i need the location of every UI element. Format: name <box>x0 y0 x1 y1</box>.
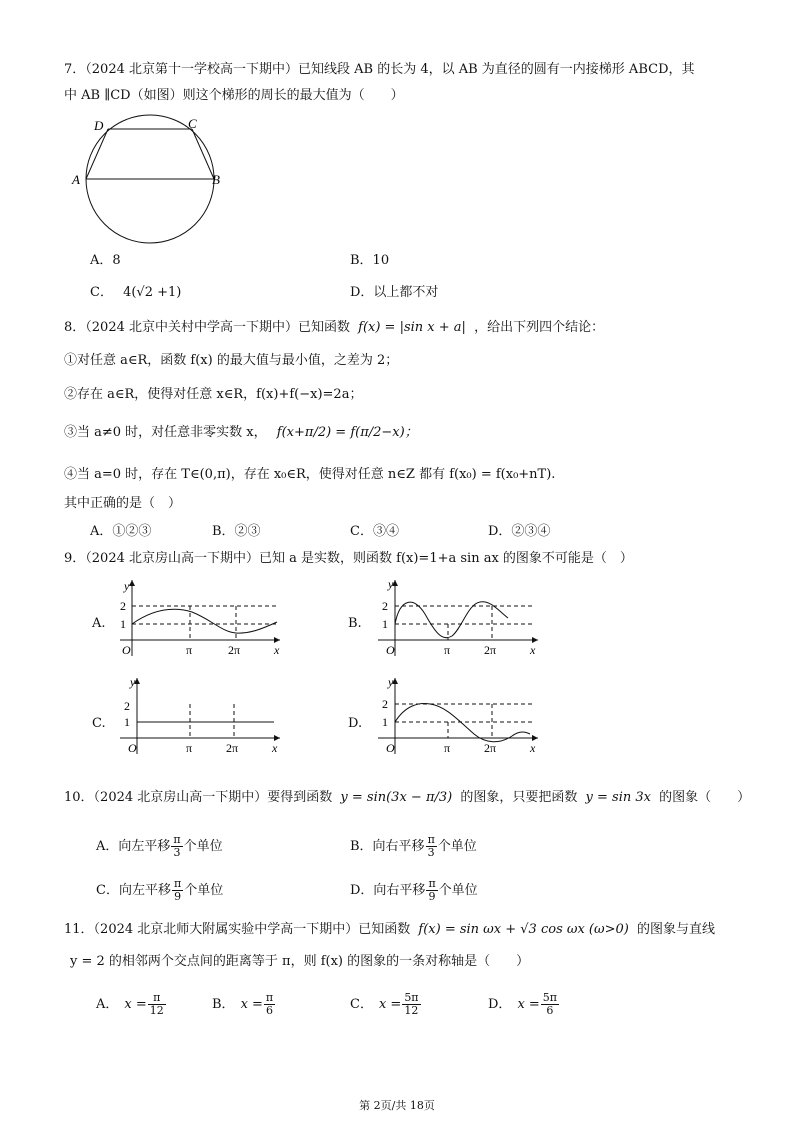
q10-option-d-post: 个单位 <box>438 883 478 898</box>
q11-option-a-frac <box>148 992 166 1017</box>
q11-stem-suffix: 的图象与直线 <box>636 922 715 937</box>
q7-label-d: D <box>94 118 104 133</box>
q9b-tick-2pi: 2π <box>484 643 497 657</box>
q7-option-c-label: C． <box>90 285 113 300</box>
q9c-x-label: x <box>272 741 278 755</box>
q11-option-d-den: 6 <box>546 1004 554 1017</box>
q11-option-a <box>96 992 167 1017</box>
q11-stem-line1 <box>64 920 715 940</box>
q10-option-a-den: 3 <box>173 846 181 859</box>
q11-option-d-pre: D． <box>488 997 512 1012</box>
q11-option-c-num: 5π <box>404 991 419 1004</box>
q10-option-c-frac <box>172 878 183 903</box>
q10-option-d-frac <box>426 878 437 903</box>
q9-graph-b <box>370 574 545 659</box>
q10-option-b-pre: B．向右平移 <box>350 839 425 854</box>
q8-conclusion-1: ①对任意 a∈R，函数 f(x) 的最大值与最小值，之差为 2； <box>64 353 399 368</box>
q11-stem-func: f(x) = sin ωx + √3 cos ωx (ω>0) <box>418 922 629 937</box>
q8-stem-prefix: 8．（2024 北京中关村中学高一下期中）已知函数 <box>64 320 350 335</box>
q10-option-b-den: 3 <box>427 846 435 859</box>
q7-option-a: A．8 <box>90 253 121 268</box>
q10-stem <box>64 788 750 808</box>
q9-stem: 9．（2024 北京房山高一下期中）已知 a 是实数，则函数 f(x)=1+a sin ax 的图象不可能是（ ） <box>64 551 633 566</box>
q9d-y-label: y <box>388 675 394 689</box>
q8-option-b: B．②③ <box>212 524 261 539</box>
q11-option-d-num: 5π <box>542 991 558 1004</box>
q8-conclusion-3-prefix: ③当 a≠0 时，对任意非零实数 x， <box>64 425 267 440</box>
q9a-tick-1: 1 <box>120 617 126 631</box>
q9a-y-label: y <box>124 579 130 593</box>
q10-stem-func: y = sin(3x − π/3) <box>340 790 453 805</box>
q9d-tick-2: 2 <box>382 697 388 711</box>
q9-option-d-label: D. <box>348 716 363 731</box>
q9a-tick-2: 2 <box>120 599 126 613</box>
q7-label-c: C <box>188 116 197 131</box>
q9a-origin: O <box>122 643 131 657</box>
q10-option-d <box>350 878 478 903</box>
q11-option-c-var: x = <box>378 997 402 1012</box>
q9a-tick-pi: π <box>186 643 193 657</box>
q9d-tick-1: 1 <box>382 715 388 729</box>
q9a-tick-2pi: 2π <box>228 643 241 657</box>
q9c-y-label: y <box>130 675 136 689</box>
q8-ask: 其中正确的是（ ） <box>64 496 182 511</box>
q11-option-a-var: x = <box>124 997 147 1012</box>
q8-stem-func: f(x) = |sin x + a| <box>358 320 466 335</box>
q10-option-c-den: 9 <box>174 890 182 903</box>
q9-graph-a <box>112 574 287 659</box>
q7-option-c-expr: 4(√2 +1) <box>123 285 182 300</box>
q9-option-a-label: A. <box>92 616 106 631</box>
q9c-tick-1: 1 <box>124 715 130 729</box>
q9c-tick-2: 2 <box>124 699 130 713</box>
q10-option-a-num: π <box>173 833 181 846</box>
q9b-y-label: y <box>388 577 394 591</box>
q9b-tick-2: 2 <box>382 599 388 613</box>
q10-stem-mid: 的图象，只要把函数 <box>460 790 578 805</box>
q7-option-d: D．以上都不对 <box>350 285 439 300</box>
q8-conclusion-3 <box>64 423 418 443</box>
q9a-x-label: x <box>274 643 280 657</box>
q10-option-d-pre: D．向右平移 <box>350 883 426 898</box>
q9c-tick-2pi: 2π <box>226 741 239 755</box>
q10-option-c-num: π <box>173 877 182 890</box>
q7-option-c <box>90 283 181 303</box>
q7-stem-line1: 7．（2024 北京第十一学校高一下期中）已知线段 AB 的长为 4，以 AB 为直径的圆有一内接梯形 ABCD，其 <box>64 62 695 77</box>
q9b-tick-pi: π <box>444 643 451 657</box>
q7-stem-line2: 中 AB ∥CD（如图）则这个梯形的周长的最大值为（ ） <box>64 88 404 103</box>
q10-stem-prefix: 10．（2024 北京房山高一下期中）要得到函数 <box>64 790 333 805</box>
q10-option-c-post: 个单位 <box>184 883 224 898</box>
q11-option-b-den: 6 <box>266 1004 274 1017</box>
q9b-x-label: x <box>530 643 536 657</box>
q9c-tick-pi: π <box>186 741 193 755</box>
q10-option-a <box>96 834 223 859</box>
q9b-origin: O <box>386 643 395 657</box>
q11-option-b-pre: B． <box>212 997 235 1012</box>
q9b-tick-1: 1 <box>382 617 388 631</box>
q8-option-d: D．②③④ <box>488 524 551 539</box>
q9-option-c-label: C. <box>92 716 106 731</box>
q11-option-c-frac <box>402 992 420 1017</box>
q9d-x-label: x <box>530 741 536 755</box>
q10-option-d-num: π <box>428 877 436 890</box>
q7-option-b: B．10 <box>350 253 390 268</box>
q11-stem-line2: y = 2 的相邻两个交点间的距离等于 π，则 f(x) 的图象的一条对称轴是（ ） <box>70 954 530 969</box>
q8-option-c: C．③④ <box>350 524 399 539</box>
q10-option-a-frac <box>171 834 182 859</box>
q11-option-d-var: x = <box>517 997 540 1012</box>
q11-option-a-num: π <box>148 992 166 1005</box>
q10-option-c-pre: C．向左平移 <box>96 883 171 898</box>
q11-option-b <box>212 992 276 1017</box>
q10-option-b-num: π <box>427 833 435 846</box>
q10-option-a-pre: A．向左平移 <box>96 839 171 854</box>
q10-stem-suffix: 的图象（ ） <box>659 790 751 805</box>
q11-option-d <box>488 992 560 1017</box>
q10-option-b-frac <box>426 834 437 859</box>
q8-conclusion-4: ④当 a=0 时，存在 T∈(0,π)，存在 x₀∈R，使得对任意 n∈Z 都有 f(x₀) = f(x₀+nT). <box>64 467 556 482</box>
q10-option-d-den: 9 <box>428 890 436 903</box>
page-footer: 第 2页/共 18页 <box>359 1099 435 1112</box>
q9-option-b-label: B. <box>348 616 362 631</box>
q7-label-a: A <box>72 172 80 187</box>
q7-trapezoid-figure <box>70 112 230 247</box>
q10-option-c <box>96 878 223 903</box>
q8-conclusion-2: ②存在 a∈R，使得对任意 x∈R，f(x)+f(−x)=2a； <box>64 387 363 402</box>
q9d-origin: O <box>386 741 395 755</box>
q11-option-a-den: 12 <box>149 1004 164 1017</box>
q11-option-b-frac <box>264 992 275 1017</box>
q7-label-b: B <box>212 172 220 187</box>
q8-option-a: A．①②③ <box>90 524 152 539</box>
q8-stem <box>64 318 604 338</box>
q11-option-b-var: x = <box>240 997 263 1012</box>
q10-option-a-post: 个单位 <box>183 839 223 854</box>
q9d-tick-pi: π <box>444 741 451 755</box>
q9-graph-d <box>370 672 545 757</box>
q9-graph-c <box>112 672 287 757</box>
q9d-tick-2pi: 2π <box>484 741 497 755</box>
q11-option-c-pre: C． <box>350 997 373 1012</box>
q10-option-b-post: 个单位 <box>437 839 477 854</box>
q10-option-b <box>350 834 477 859</box>
q8-conclusion-3-expr: f(x+π/2) = f(π/2−x)； <box>276 425 418 440</box>
q11-option-a-pre: A． <box>96 997 119 1012</box>
q11-option-b-num: π <box>265 991 274 1004</box>
q9c-origin: O <box>128 741 137 755</box>
q8-stem-suffix: ，给出下列四个结论： <box>474 320 605 335</box>
q11-option-c-den: 12 <box>404 1004 419 1017</box>
q10-stem-func2: y = sin 3x <box>585 790 651 805</box>
q11-option-d-frac <box>541 992 559 1017</box>
q11-option-c <box>350 992 422 1017</box>
q11-stem-prefix: 11．（2024 北京北师大附属实验中学高一下期中）已知函数 <box>64 922 411 937</box>
